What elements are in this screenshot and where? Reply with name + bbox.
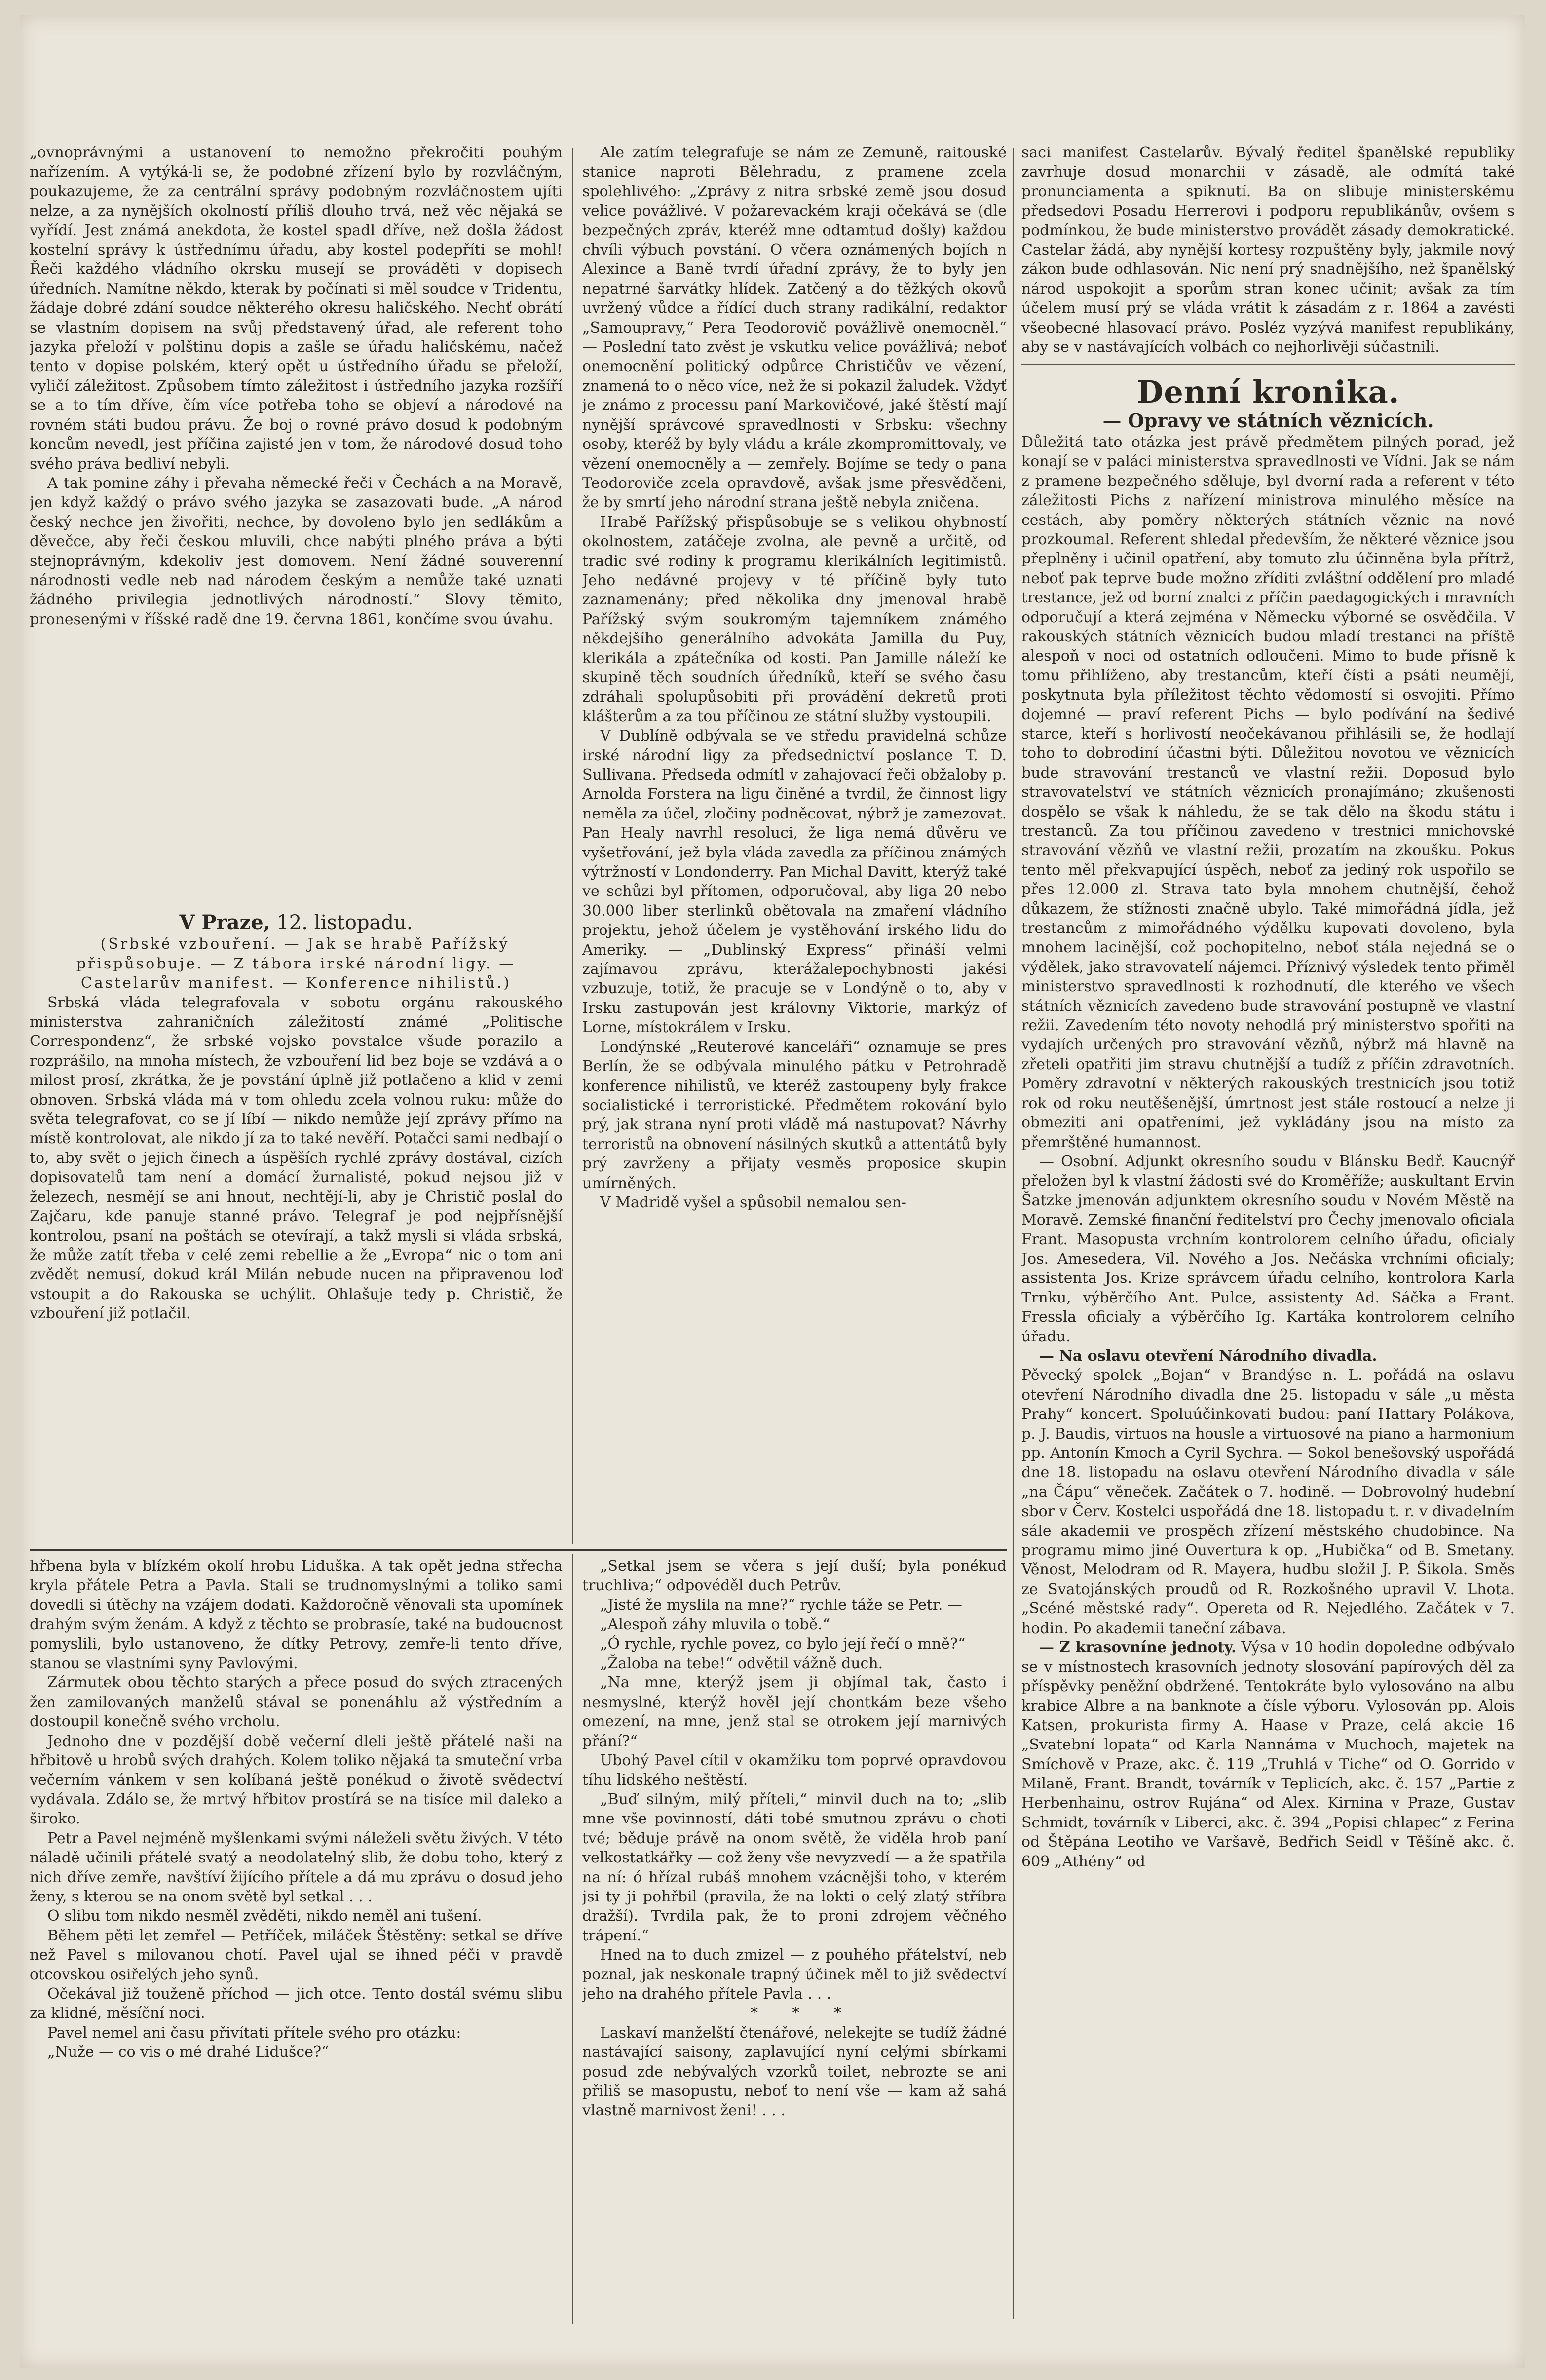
kronika-banner: Denní kronika. [1136, 374, 1400, 410]
news-column-2 [582, 143, 1007, 1544]
feuilleton-paragraph: „Nuže — co vis o mé drahé Lidušce?“ [47, 2044, 329, 2061]
news-column-3 [1021, 143, 1515, 2339]
praha-dispatch [30, 908, 563, 1544]
praha-paragraph: Srbská vláda telegrafovala v sobotu orgánu rakouského ministerstva zahraničních záležitostí známé „Politische Correspondenz“, že srbské vojsko povstalce všude porazilo a rozprášilo, na mnoha místech, že vzbouření lid bez boje se vzdává a o milost prosí, zkrátka, že je povstání úplně již potlačeno a klid v zemi obnoven. Srbská vláda má v tom ohledu zcela volnou ruku: může do světa telegrafovat, co se jí líbí — nikdo nemůže její zprávy přímo na místě kontrolovat, ale nikdo jí za to také nevěří. Potačci sami nedbají o to, aby svět o jejich činech a úspěších rychlé zprávy dostával, cizích dopisovatelů tam není a domácí žurnalisté, pokud nejsou již v železech, nesmějí se ani hnout, nechtějí-li, aby je Christič poslal do Zajčaru, kde panuje stanné právo. Telegraf je pod nejpřísnější kontrolou, psaní na poštách se otevírají, a takž mysli si vláda srbská, že může zatít třeba v celé zemi rebellie a že „Evropa“ nic o tom ani zvědět nemusí, dokud král Milán nebude nucen na připravenou loď vstoupit a do Rakouska se uchýlit. Ohlašuje tedy p. Christič, že vzbouření již potlačil. [30, 994, 563, 1323]
krasovni-text: Výsa v 10 hodin dopoledne odbývalo se v místnostech krasovních jednoty slosování papírových děl za příspěvky peněžní obdržené. Tentokráte bylo vylosováno na albu krabice Albre a na banknote a čísle výboru. Vylosován pp. Alois Katsen, prokurista firmy A. Haase v Praze, celá akcie 16 „Svatební lopata“ od Karla Nannáma v Muchoch, majetek na Smíchově v Praze, akc. č. 119 „Truhlá v Tiche“ od O. Gorrido v Milaně, Frant. Brandt, továrník v Teplicích, akc. č. 157 „Partie z Herbenhainu, ostrov Rujána“ od Alex. Kirnina v Praze, Gustav Schmidt, továrník v Liberci, akc. č. 394 „Popisi chlapec“ z Ferina od Štěpána Leotiho ve Varšavě, Bedřich Seidl v Těšíně akc. č. 609 „Athény“ od [1021, 1639, 1515, 1870]
divadla-paragraph: Pěvecký spolek „Bojan“ v Brandýse n. L. pořádá na oslavu otevření Národního divadla dne 25. listopadu v sále „u města Prahy“ koncert. Spoluúčinkovati budou: paní Hattary Polákova, p. J. Baudis, virtuos na housle a virtuosové na piano a harmonium pp. Antonín Kmoch a Cyril Sychra. — Sokol benešovský uspořádá dne 18. listopadu na oslavu otevření Národního divadla v sále „na Čápu“ věneček. Začátek o 7. hodině. — Dobrovolný hudební sbor v Červ. Kostelci uspořádá dne 18. listopadu t. r. v divadelním sále akademii ve prospěch zřízení městského chudobince. Na programu mimo jiné Ouvertura k op. „Hubička“ od B. Smetany. Věnost, Melodram od R. Mayera, hudbu složil J. P. Šikola. Směs ze Svatojánských proudů od R. Rozkošného upravil V. Lhota. „Scéné městské rady“. Opereta od R. Nejedlého. Začátek v 7. hodin. Po akademii taneční zábava. [1021, 1367, 1515, 1637]
dateline-date: 12. listopadu. [276, 911, 413, 934]
feuilleton-paragraph: Ubohý Pavel cítil v okamžiku tom poprvé opravdovou tíhu lidského neštěstí. [582, 1752, 1007, 1789]
krasovni-title: — Z krasovníne jednoty. [1039, 1639, 1237, 1657]
news-paragraph: Ale zatím telegrafuje se nám ze Zemuně, raitouské stanice naproti Bělehradu, z pramene zcela spolehlivého: „Zprávy z nitra srbské země jsou dosud velice povážlivé. V požarevackém kraji očekává se (dle bezpečných zpráv, kteréž mne odtamtud došly) každou chvíli výbuch povstání. O včera oznámených bojích n Alexince a Baně tvrdí úřadní zprávy, že to byly jen nepatrné šarvátky hlídek. Zatčený a do těžkých okovů uvržený vůdce a řídící duch strany radikální, redaktor „Samoupravy,“ Pera Teodorovič povážlivě onemocněl.“ — Poslední tato zvěst je vskutku velice povážlivá; neboť onemocnění politický odpůrce Christičův ve vězení, znamená to o něco více, než že si pokazil žaludek. Vždyť je známo z processu paní Markovičové, jaké štěstí mají nynější správcové spravedlnosti v Srbsku: všechny osoby, kteréž by byly vládu a krále zkompromittovaly, ve vězení onemocněly a — zemřely. Bojíme se tedy o pana Teodoroviče zcela opravdově, avšak jsme přesvědčeni, že by smrtí jeho národní strana ještě nebyla zničena. [582, 144, 1007, 512]
news-paragraph: Hrabě Pařížský přispůsobuje se s velikou ohybností okolnostem, zatáčeje zvolna, ale pevně a určitě, od tradic své rodiny k programu klerikálních legitimistů. Jeho nedávné projevy v té příčině byly tuto zaznamenány; před několika dny jmenoval hrabě Pařížský svým soukromým tajemníkem známého někdejšího generálního advokáta Jamilla du Puy, klerikála a zpátečníka od kosti. Pan Jamille náleží ke skupině těch soudních úředníků, kteří se svého času zdráhali spolupůsobiti při provádění dekretů proti klášterům a za tou příčinou ze státní služby vystoupili. [582, 513, 1007, 725]
krasovni-paragraph [1021, 1638, 1515, 1871]
section-divider [1021, 364, 1515, 365]
castelar-paragraph: saci manifest Castelarův. Bývalý ředitel španělské republiky zavrhuje dosud monarchii v zásadě, ale odmítá také pronunciamenta a spiknutí. Ba on slibuje ministerskému předsedovi Posadu Herrerovi i podporu republikánův, ovšem s podmínkou, že bude ministerstvo provádět zásady demokratické. Castelar žádá, aby nynější kortesy rozpuštěny byly, jakmile nový zákon bude odhlasován. Nic není prý snadnějšího, než španělský národ uspokojit a sporům stran konec učinit; avšak za tím účelem musí prý se vláda vrátit k zásadám z r. 1864 a zavésti všeobecné hlasovací právo. Posléz vyzývá manifest republikány, aby se v nastávajících volbách co nejhorlivěji súčastnili. [1021, 144, 1515, 356]
essay-column [30, 143, 563, 903]
feuilleton-paragraph: Jednoho dne v pozdější době večerní dleli ještě přátelé naši na hřbitově u hrobů svých drahých. Kolem toliko nějaká ta smuteční vrba večerním vánkem v sen kolíbaná ještě ponékud o životě svědectví vydávala. Zdálo se, že mrtvý hřbitov prostírá se na tisíce mil daleko a široko. [30, 1732, 563, 1828]
divadla-title: — Na oslavu otevření Národního divadla. [1039, 1347, 1377, 1365]
feuilleton-paragraph: Zármutek obou těchto starých a přece posud do svých ztracených žen zamilovaných manželů stával se ponenáhlu až výstředním a dostoupil konečně svého vrcholu. [30, 1674, 563, 1731]
feuilleton-paragraph: „Jisté že myslila na mne?“ rychle táže se Petr. — [600, 1596, 963, 1614]
dateline-city: V Praze, [179, 911, 270, 934]
section-stars: * * * [750, 2005, 857, 2022]
essay-paragraph: „ovnoprávnými a ustanovení to nemožno překročiti pouhým nařízením. A vytýká-li se, že podobné zřízení bylo by rozvláčným, poukazujeme, že za centrální správy podobným rozvláčnostem ujíti nelze, a za nynějších okolností příliš dlouho trvá, než věc nějaká se vyřídí. Jest známá anekdota, že kostel spadl dříve, než došla žádost kostelní správy k ústřednímu úřadu, aby kostel podepříti se mohl! Řeči každého vládního okrsku musejí se prováděti v dopisech úředních. Namítne někdo, kterak by počínati si měl soudce v Tridentu, žádaje dobré zdání soudce některého okresu haličského. Nechť obrátí se vlastním dopisem na svůj představený úřad, ale referent toho jazyka přeloží v polštinu dopis a zašle se úřadu haličskému, načež tento v dopise polském, který opět u ústředního úřadu se přeloží, vyličí záležitost. Způsobem tímto záležitost i ústředního jazyka rozšíří se a to tím dříve, čím více potřeba toho se objeví a národové na rovném státi budou právu. Že boj o rovné právo dosud k podobným koncům nevedl, jest příčina zajisté jen v tom, že národové dosud toho svého práva bedliví nebyli. [30, 144, 563, 473]
feuilleton-paragraph: hřbena byla v blízkém okolí hrobu Liduška. A tak opět jedna střecha kryla přátele Petra a Pavla. Stali se trudnomyslnými a toliko sami dovedli si útěchy na vzájem dodati. Každoročně věnovali sta upomínek drahým svým ženám. A když z těchto se probrasíe, také na budoucnost pomyslili, bylo ustanoveno, že dítky Petrovy, zemře-li tento dříve, stanou se vlastními syny Pavlovými. [30, 1558, 563, 1673]
feuilleton-paragraph: O slibu tom nikdo nesměl zvěděti, nikdo neměl ani tušení. [47, 1907, 482, 1925]
column-rule [572, 148, 573, 1544]
praha-dateline [30, 913, 563, 932]
feuilleton-paragraph: „Žaloba na tebe!“ odvětil vážně duch. [600, 1655, 883, 1673]
feuilleton-column-2 [582, 1557, 1007, 2336]
kronika-section-title: — Opravy ve státních věznicích. [1102, 409, 1434, 432]
feuilleton-paragraph: Očekával již touženě příchod — jich otce. Tento dostál svému slibu za klidné, měsíční noci. [30, 1985, 563, 2022]
feuilleton-rule [30, 1549, 1007, 1551]
praha-subheads: (Srbské vzbouření. — Jak se hrabě Pařížský přispůsobuje. — Z tábora irské národní ligy. — Castelarův manifest. — Konference nihilistů.) [76, 935, 516, 992]
column-rule [572, 1554, 573, 2324]
feuilleton-paragraph: Petr a Pavel nejméně myšlenkami svými náleželi světu živých. V této náladě učinili přátelé svatý a neodolatelný slib, že dobu toho, který z nich dříve zemře, navštíví žijícího přítele a dá mu zprávu o dosud jeho ženy, s kterou se na onom světě byl setkal . . . [30, 1829, 563, 1905]
feuilleton-paragraph: „Na mne, kterýž jsem ji objímal tak, často i nesmyslné, kterýž hověl její chontkám beze všeho omezení, na mne, jenž stal se otrokem její marnivých přání?“ [582, 1674, 1007, 1750]
feuilleton-paragraph: „Alespoň záhy mluvila o tobě.“ [600, 1616, 830, 1634]
news-paragraph: V Madridě vyšel a spůsobil nemalou sen- [600, 1193, 906, 1211]
feuilleton-paragraph: Během pěti let zemřel — Petříček, miláček Štěstěny: setkal se dříve než Pavel s milovanou chotí. Pavel ujal se ihned péči v pravdě otcovskou osiřelých jeho synů. [30, 1927, 563, 1983]
osobni-paragraph: — Osobní. Adjunkt okresního soudu v Blánsku Bedř. Kaucnýř přeložen byl k vlastní žádosti své do Kroměříže; auskultant Ervin Šatzke jmenován adjunktem okresního soudu v Novém Městě na Moravě. Zemské finanční ředitelství pro Čechy jmenovalo oficiala Frant. Masopusta vrchním kontrolorem celního úřadu, oficialy Jos. Amesedera, Vil. Nového a Jos. Nečáska vrchními oficialy; assistenta Jos. Krize správcem úřadu celního, kontrolora Karla Trnku, výběrčího Ant. Pulce, assistenty Ad. Sáčka a Frant. Fressla oficialy a výběrčího Ig. Kartáka kontrolorem celního úřadu. [1021, 1153, 1515, 1345]
news-paragraph: Londýnské „Reuterové kanceláři“ oznamuje se pres Berlín, že se odbývala minulého pátku v Petrohradě konference nihilistů, ve kteréž zastoupeny byly frakce socialistické i terroristické. Předmětem rokování bylo prý, jak strana nyní proti vládě má nastupovat? Návrhy terroristů na obnovení násilných skutků a attentátů byly prý zavrženy a přijaty vesměs proposice skupin umírněných. [582, 1038, 1007, 1192]
newspaper-page [20, 15, 1525, 2368]
feuilleton-paragraph: Laskaví manželští čtenářové, nelekejte se tudíž žádné nastávající saisony, zaplavující nyní celými sbírkami posud zde nebývalých vzorků toilet, nebrozte se ani přiliš se masopustu, neboť to není vše — kam až sahá vlastně marnivost ženi! . . . [582, 2024, 1007, 2120]
feuilleton-paragraph: „Buď silným, milý příteli,“ minvil duch na to; „slib mne vše povinností, dáti tobé smutnou zprávu o choti tvé; běduje právě na onom světě, že viděla hrob paní velkostatkářky — což ženy vše nevyzvedí — a že spatřila na ní: ó hřízal rubáš mnohem vzácnějši toho, v kterém jsi ty ji pohřbil (pravila, že na lokti o celý zlatý stříbra dražší). Tvrdila pak, že to proni zdrojem věčného trápení.“ [582, 1790, 1007, 1944]
feuilleton-paragraph: Pavel nemel ani času přivítati přítele svého pro otázku: [47, 2024, 461, 2042]
kronika-paragraph: Důležitá tato otázka jest právě předmětem pilných porad, jež konají se v paláci ministerstva spravedlnosti ve Vídni. Jak se nám z pramene bezpečného sděluje, byl dvorní rada a referent v této záležitosti Pichs z nařízení ministrova minulého měsíce na cestách, aby poměry některých státních věznic na nové prozkoumal. Referent shledal především, že některé věznice jsou přeplněny i učinil opatření, aby tomuto zlu účinněna byla přítrž, neboť pak teprve bude možno zříditi zvláštní oddělení pro mladé trestance, jež od borní znalci z příčin paedagogických i mravních odporučují a která zejména v Německu výborné se osvědčila. V rakouských státních věznicích budou mladí trestanci na příště alespoň v noci od ostatních odloučeni. Mimo to bude přísně k tomu přihlíženo, aby trestancům, kteří čísti a psáti neumějí, poskytnuta byla příležitost těchto vědomostí si osvojiti. Přímo dojemné — praví referent Pichs — bylo podívání na šedivé starce, kteří s horlivostí neočekávanou přihlásili se, že hodlají toho to dobrodiní účastni býti. Důležitou novotou ve věznicích bude stravování trestanců ve vlastní režii. Doposud bylo stravovatelství ve státních věznicích pronajímáno; zkušenosti dospělo se však k náhledu, že se tak dělo na škodu státu i trestanců. Za tou příčinou zavedeno v trestnici mnichovské stravování vězňů ve vlastní režii, prozatím na zkoušku. Pokus tento měl překvapující úspěch, neboť za jediný rok uspořilo se přes 12.000 zl. Strava tato byla mnohem chutnější, čehož důkazem, že stížnosti značně ubylo. Také mimořádná jídla, jež trestancům z mimořádného výdělku kupovati dovoleno, byla mnohem lacinější, což pochopitelno, neboť stála nejedná se o výdělek, jako stravovatelí nájemci. Příznivý výsledek tento přiměl ministerstvo spravedlnosti k rozhodnutí, dle kterého ve všech státních věznicích zavedeno bude stravování postupně ve vlastní režii. Zavedením této novoty nehodlá prý ministerstvo spořiti na vydajích určených pro stravování vězňů, nýbrž má hlavně na zřeteli opatřiti jim stravu chutnější a tudíž z příčin zdravotních. Poměry zdravotní v některých rakouských trestnicích jsou totiž rok od roku neutěšenější, úmrtnost jest stále rostoucí a nelze ji obmeziti ani opatřeními, jež vykládány jsou na místo za přemrštěné humannost. [1021, 433, 1515, 1151]
feuilleton-paragraph: „Ó rychle, rychle povez, co bylo její řečí o mně?“ [600, 1635, 966, 1653]
feuilleton-paragraph: „Setkal jsem se včera s její duší; byla ponékud truchliva;“ odpovéděl duch Petrův. [582, 1558, 1007, 1595]
feuilleton-paragraph: Hned na to duch zmizel — z pouhého přátelství, neb poznal, jak neskonale trapný účinek měl to již svědectví jeho na drahého přítele Pavla . . . [582, 1946, 1007, 2003]
essay-paragraph: A tak pomine záhy i převaha německé řeči v Čechách a na Moravě, jen když každý o právo svého jazyka se zasazovati bude. „A národ český nechce jen živořiti, nechce, by dovoleno bylo jen sedlákům a děvečce, aby řeči českou mluvili, chce nabýti plného práva a býti stejnoprávným, kdekoliv jest domovem. Není žádné souverenní národnosti vedle neb nad národem českým a nemůže také uznati žádného privilegia jednotlivých národností.“ Slovy těmito, pronesenými v říšské radě dne 19. června 1861, končíme svou úvahu. [30, 474, 563, 628]
news-paragraph: V Dublíně odbývala se ve středu pravidelná schůze irské národní ligy za předsednictví poslance T. D. Sullivana. Předseda odmítl v zahajovací řeči obžaloby p. Arnolda Forstera na ligu činěné a tvrdil, že činnost ligy neměla za účel, zločiny podněcovat, nýbrž je zamezovat. Pan Healy navrhl resoluci, že liga nemá důvěru ve vyšetřování, jež byla vláda zavedla za příčinou známých výtržností v Londonderry. Pan Michal Davitt, kterýž také ve schůzi byl přítomen, odporučoval, aby liga 20 nebo 30.000 liber sterlinků obětovala na zmaření vládního projektu, jehož účelem je vystěhování irského lidu do Ameriky. — „Dublinský Express“ přináší velmi zajímavou zprávu, kterážalepochybnosti jakési vzbuzuje, totiž, že pracuje se v Londýně o to, aby v Irsku zastupován jest královny Viktorie, markýz of Lorne, místokrálem v Irsku. [582, 727, 1007, 1037]
column-rule [1013, 148, 1014, 2319]
feuilleton-column-1 [30, 1557, 563, 2336]
